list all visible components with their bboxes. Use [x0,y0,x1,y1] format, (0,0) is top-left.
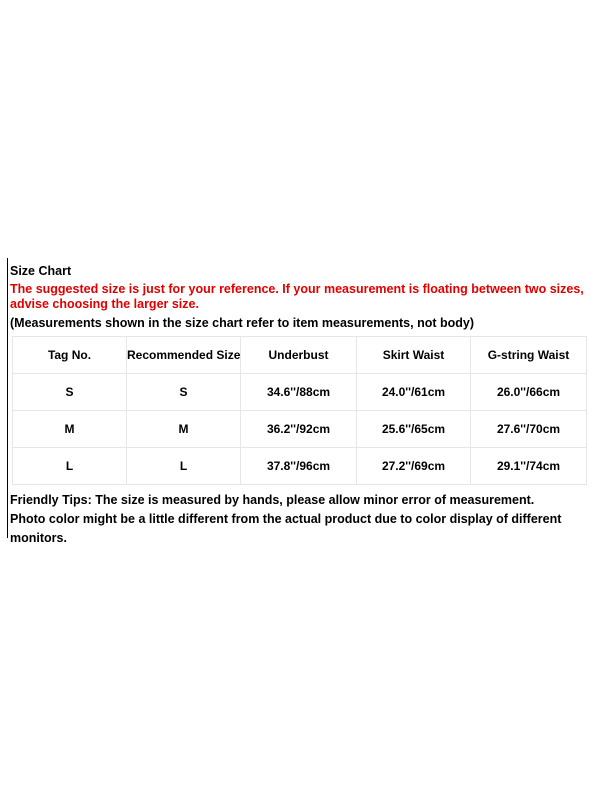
cell-skirt-waist: 27.2''/69cm [357,448,471,485]
tip-line-color: Photo color might be a little different from the actual product due to color display of different monitors. [10,512,562,545]
column-header-recommended-size: Recommended Size [127,337,241,374]
size-advice-notice: The suggested size is just for your reference. If your measurement is floating between two sizes, advise choosing the larger size. [10,282,584,311]
cell-skirt-waist: 25.6''/65cm [357,411,471,448]
table-row [13,411,587,448]
cell-underbust: 36.2''/92cm [241,411,357,448]
column-header-g-string-waist: G-string Waist [471,337,587,374]
cell-g-string-waist: 29.1''/74cm [471,448,587,485]
table-header-row [13,337,587,374]
cell-tag-no: M [13,411,127,448]
cell-recommended-size: L [127,448,241,485]
cell-tag-no: S [13,374,127,411]
column-header-skirt-waist: Skirt Waist [357,337,471,374]
cell-underbust: 34.6''/88cm [241,374,357,411]
measurement-note: (Measurements shown in the size chart refer to item measurements, not body) [10,316,474,330]
cell-g-string-waist: 27.6''/70cm [471,411,587,448]
table-row [13,374,587,411]
cell-recommended-size: S [127,374,241,411]
size-chart-section [10,263,594,548]
cell-skirt-waist: 24.0''/61cm [357,374,471,411]
cell-underbust: 37.8''/96cm [241,448,357,485]
table-row [13,448,587,485]
cell-recommended-size: M [127,411,241,448]
column-header-tag-no: Tag No. [13,337,127,374]
column-header-underbust: Underbust [241,337,357,374]
size-table [12,336,587,485]
tip-line-measurement: Friendly Tips: The size is measured by hands, please allow minor error of measurement. [10,493,535,507]
cell-tag-no: L [13,448,127,485]
size-chart-title: Size Chart [10,264,72,278]
friendly-tips [10,491,594,548]
left-divider [7,258,8,538]
cell-g-string-waist: 26.0''/66cm [471,374,587,411]
